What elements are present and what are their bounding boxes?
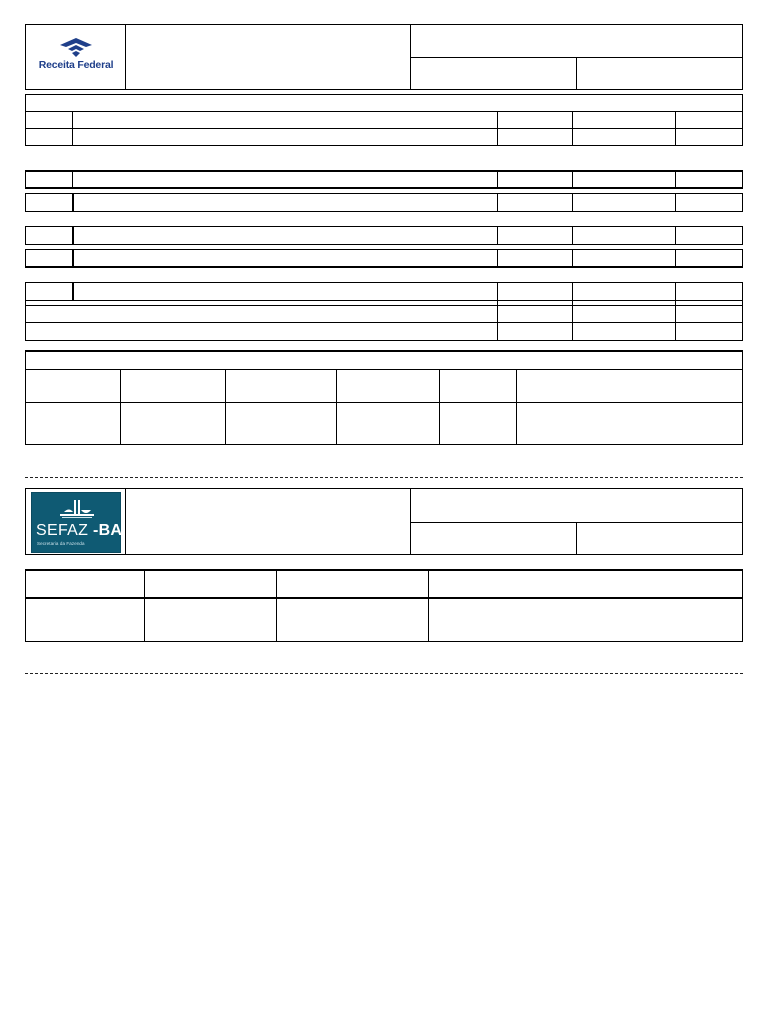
header-divider — [576, 57, 577, 90]
col-divider — [572, 249, 573, 268]
col-divider — [144, 569, 145, 642]
form-row — [25, 193, 743, 212]
col-divider — [675, 193, 676, 212]
receita-federal-emblem-icon — [56, 36, 96, 58]
sefaz-ba-logo — [31, 492, 121, 553]
col-divider — [72, 226, 74, 245]
header-divider — [125, 24, 126, 90]
col-divider — [428, 569, 429, 642]
col-divider — [497, 249, 498, 268]
col-divider — [72, 111, 73, 146]
row-divider — [25, 305, 743, 306]
header-divider — [125, 488, 126, 555]
congress-building-icon — [60, 498, 94, 520]
col-divider — [120, 369, 121, 445]
col-divider — [497, 111, 498, 146]
col-divider — [72, 282, 74, 300]
col-divider — [675, 170, 676, 189]
cut-line — [25, 477, 743, 478]
form-section-title — [25, 94, 743, 112]
col-divider — [225, 369, 226, 445]
col-divider — [497, 282, 498, 341]
col-divider — [572, 111, 573, 146]
col-divider — [572, 226, 573, 245]
col-divider — [72, 249, 74, 268]
sefaz-wordmark-state: -BA — [92, 522, 123, 539]
receipt-table — [25, 569, 743, 642]
sefaz-subtitle: Secretaria da Fazenda — [37, 541, 85, 546]
col-divider — [572, 170, 573, 189]
col-divider — [439, 369, 440, 445]
col-divider — [72, 193, 74, 212]
cut-line — [25, 673, 743, 674]
receita-federal-logo — [34, 36, 118, 80]
form-row — [25, 170, 743, 189]
col-divider — [497, 170, 498, 189]
col-divider — [72, 170, 73, 189]
col-divider — [516, 369, 517, 445]
header-divider — [576, 522, 577, 555]
col-divider — [675, 111, 676, 146]
sefaz-wordmark — [36, 522, 122, 540]
receita-federal-wordmark: Receita Federal — [38, 59, 114, 71]
row-divider — [25, 322, 743, 323]
sefaz-wordmark-main: SEFAZ — [36, 522, 89, 539]
form-row — [25, 249, 743, 268]
form-row — [25, 226, 743, 245]
col-divider — [572, 282, 573, 341]
info-table — [25, 350, 743, 445]
col-divider — [572, 193, 573, 212]
col-divider — [336, 369, 337, 445]
col-divider — [497, 193, 498, 212]
row-divider — [25, 597, 743, 599]
col-divider — [497, 226, 498, 245]
row-divider — [25, 300, 743, 301]
row-divider — [25, 369, 743, 370]
form-table — [25, 282, 743, 341]
col-divider — [675, 226, 676, 245]
row-divider — [25, 402, 743, 403]
col-divider — [675, 282, 676, 341]
col-divider — [675, 249, 676, 268]
col-divider — [276, 569, 277, 642]
row-divider — [25, 128, 743, 129]
